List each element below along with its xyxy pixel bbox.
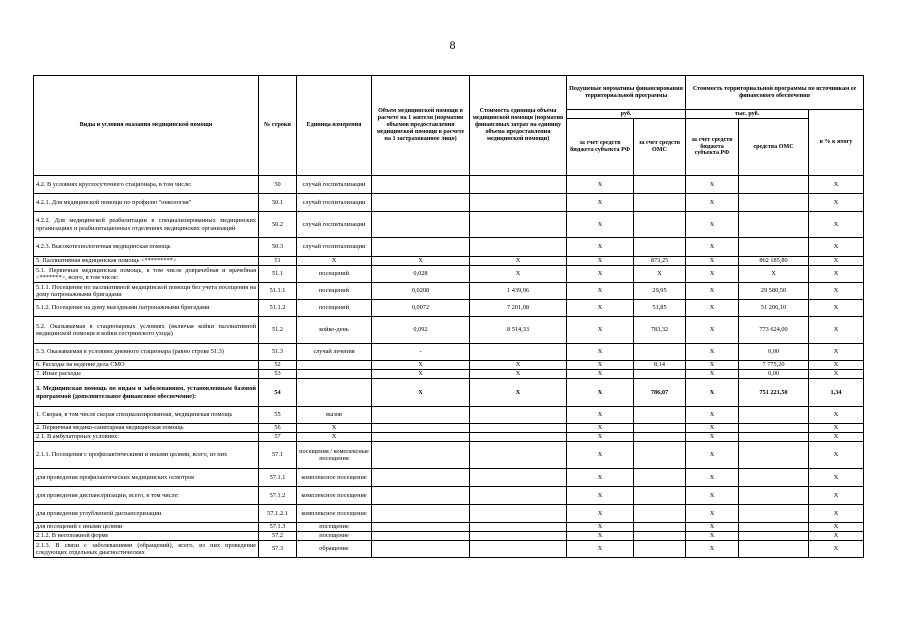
row-unit (297, 370, 372, 379)
row-name: 5.1.1. Посещение по паллиативной медицинской помощи без учета посещения на дому патронажными бригадами (34, 283, 259, 300)
row-name: для проведения профилактических медицинских осмотров (34, 469, 259, 487)
row-per-capita-oms: 786,07 (634, 379, 686, 407)
row-volume (372, 238, 470, 257)
row-unit-cost: 8 514,33 (470, 317, 567, 344)
row-unit-cost: X (470, 361, 567, 370)
row-name: 4.2.2. Для медицинской реабилитации в специализированных медицинских организациях и реабилитационных отделениях медицинских организаций (34, 212, 259, 238)
row-name: 5. Паллиативная медицинская помощь <*********> (34, 257, 259, 266)
table-row (34, 505, 864, 523)
header-per-capita-unit: руб. (567, 110, 686, 119)
row-number: 57.3 (259, 541, 297, 558)
table-row (34, 370, 864, 379)
row-per-capita-oms: X (634, 266, 686, 283)
row-program-oms (739, 407, 809, 424)
table-row (34, 541, 864, 558)
row-unit (297, 361, 372, 370)
row-percent: X (809, 523, 864, 532)
row-number: 57.1 (259, 442, 297, 469)
row-unit: случай госпитализации (297, 238, 372, 257)
row-name: 6. Расходы на ведение дела СМО (34, 361, 259, 370)
row-volume (372, 523, 470, 532)
row-unit: посещение (297, 523, 372, 532)
row-volume (372, 424, 470, 433)
row-number: 51.1.1 (259, 283, 297, 300)
row-per-capita-budget: X (567, 379, 634, 407)
row-per-capita-budget: X (567, 238, 634, 257)
header-per-capita-budget: за счет средств бюджета субъекта РФ (567, 119, 634, 176)
header-service-type: Виды и условия оказания медицинской помощи (34, 76, 259, 176)
table-row (34, 532, 864, 541)
table-row (34, 212, 864, 238)
row-volume: 0,0208 (372, 283, 470, 300)
row-program-budget: X (686, 361, 739, 370)
row-percent: X (809, 212, 864, 238)
header-per-capita-oms: за счет средств ОМС (634, 119, 686, 176)
row-volume (372, 487, 470, 505)
row-program-budget: X (686, 469, 739, 487)
row-program-oms (739, 487, 809, 505)
row-number: 50.1 (259, 194, 297, 212)
row-per-capita-budget: X (567, 541, 634, 558)
row-per-capita-oms (634, 505, 686, 523)
row-unit-cost: 1 439,96 (470, 283, 567, 300)
row-per-capita-budget: X (567, 176, 634, 194)
row-number: 57.1.2.1 (259, 505, 297, 523)
row-unit: комплексное посещение (297, 505, 372, 523)
row-unit-cost (470, 487, 567, 505)
table-row (34, 424, 864, 433)
row-program-oms (739, 212, 809, 238)
header-program-cost-group: Стоимость территориальной программы по источникам ее финансового обеспечения (686, 76, 864, 110)
row-percent: X (809, 505, 864, 523)
row-name: 5.1. Первичная медицинская помощь, в том числе доврачебная и врачебная <*******>, всего, в том числе: (34, 266, 259, 283)
table-row (34, 433, 864, 442)
row-unit-cost (470, 194, 567, 212)
row-volume (372, 433, 470, 442)
row-per-capita-budget: X (567, 344, 634, 361)
row-per-capita-budget: X (567, 505, 634, 523)
row-percent: X (809, 238, 864, 257)
row-volume: 0,028 (372, 266, 470, 283)
row-per-capita-oms (634, 176, 686, 194)
row-unit: случай лечения (297, 344, 372, 361)
row-program-budget: X (686, 317, 739, 344)
row-name: 2.1.2. В неотложной форме (34, 532, 259, 541)
row-volume (372, 442, 470, 469)
table-row (34, 266, 864, 283)
row-unit-cost (470, 212, 567, 238)
row-program-oms (739, 424, 809, 433)
row-percent: X (809, 469, 864, 487)
row-per-capita-oms (634, 370, 686, 379)
table-row (34, 344, 864, 361)
row-name: 3. Медицинская помощь по видам и заболеваниям, установленным базовой программой (дополнительное финансовое обеспечение): (34, 379, 259, 407)
financing-table (33, 75, 864, 558)
row-per-capita-oms (634, 433, 686, 442)
row-volume: 0,0072 (372, 300, 470, 317)
row-percent: X (809, 317, 864, 344)
row-program-budget: X (686, 238, 739, 257)
row-program-oms (739, 505, 809, 523)
row-per-capita-budget: X (567, 442, 634, 469)
row-per-capita-oms (634, 487, 686, 505)
row-unit-cost (470, 424, 567, 433)
row-unit-cost (470, 433, 567, 442)
row-unit: посещение (297, 532, 372, 541)
row-volume: X (372, 257, 470, 266)
row-number: 56 (259, 424, 297, 433)
table-row (34, 361, 864, 370)
row-unit: обращение (297, 541, 372, 558)
row-unit: комплексное посещение (297, 487, 372, 505)
row-program-budget: X (686, 266, 739, 283)
row-unit: вызов (297, 407, 372, 424)
row-volume (372, 194, 470, 212)
row-per-capita-budget: X (567, 300, 634, 317)
row-name: 1. Скорая, в том числе скорая специализированная, медицинская помощь (34, 407, 259, 424)
row-unit: случай госпитализации (297, 212, 372, 238)
row-name: для посещений с иными целями (34, 523, 259, 532)
table-row (34, 442, 864, 469)
row-unit-cost (470, 344, 567, 361)
row-number: 57.1.1 (259, 469, 297, 487)
row-percent: X (809, 257, 864, 266)
row-volume: X (372, 370, 470, 379)
row-per-capita-budget: X (567, 433, 634, 442)
row-per-capita-oms (634, 238, 686, 257)
row-program-oms: 29 580,50 (739, 283, 809, 300)
table-row (34, 300, 864, 317)
row-percent: X (809, 407, 864, 424)
row-per-capita-oms: 51,85 (634, 300, 686, 317)
table-row (34, 257, 864, 266)
row-program-budget: X (686, 532, 739, 541)
row-number: 51.1.2 (259, 300, 297, 317)
row-unit-cost (470, 505, 567, 523)
row-per-capita-budget: X (567, 283, 634, 300)
row-unit-cost (470, 407, 567, 424)
row-volume: X (372, 379, 470, 407)
row-number: 57.1.2 (259, 487, 297, 505)
row-per-capita-oms (634, 469, 686, 487)
row-unit-cost (470, 523, 567, 532)
row-program-budget: X (686, 283, 739, 300)
header-percent-total: в % к итогу (809, 110, 864, 176)
row-volume: X (372, 361, 470, 370)
row-per-capita-budget: X (567, 469, 634, 487)
row-unit: посещения / комплексные посещения (297, 442, 372, 469)
header-program-oms: средства ОМС (739, 119, 809, 176)
row-number: 50 (259, 176, 297, 194)
header-unit: Единица измерения (297, 76, 372, 176)
row-unit-cost (470, 238, 567, 257)
row-per-capita-oms (634, 344, 686, 361)
row-program-oms (739, 194, 809, 212)
table-row (34, 407, 864, 424)
row-name: 2.1.3. В связи с заболеваниями (обращений), всего, из них проведение следующих отдельных диагностических (34, 541, 259, 558)
table-row (34, 283, 864, 300)
row-name: 5.1.2. Посещение на дому выездными патронажными бригадами (34, 300, 259, 317)
row-percent: X (809, 487, 864, 505)
row-per-capita-budget: X (567, 257, 634, 266)
row-program-budget: X (686, 194, 739, 212)
row-unit-cost (470, 176, 567, 194)
row-volume (372, 541, 470, 558)
row-per-capita-budget: X (567, 523, 634, 532)
row-program-budget: X (686, 176, 739, 194)
row-per-capita-oms: 873,25 (634, 257, 686, 266)
row-name: 2. Первичная медико-санитарная медицинская помощь (34, 424, 259, 433)
row-number: 50.2 (259, 212, 297, 238)
row-per-capita-budget: X (567, 532, 634, 541)
row-percent: X (809, 541, 864, 558)
header-program-cost-unit: тыс. руб. (686, 110, 809, 119)
row-volume: - (372, 344, 470, 361)
row-volume (372, 532, 470, 541)
header-program-budget: за счет средств бюджета субъекта РФ (686, 119, 739, 176)
row-per-capita-budget: X (567, 194, 634, 212)
row-unit: X (297, 424, 372, 433)
row-program-oms (739, 523, 809, 532)
row-program-oms: 773 624,00 (739, 317, 809, 344)
page-number: 8 (449, 38, 456, 52)
row-percent: X (809, 532, 864, 541)
table-row (34, 238, 864, 257)
row-name: 7. Иные расходы (34, 370, 259, 379)
row-program-oms (739, 238, 809, 257)
row-per-capita-oms (634, 407, 686, 424)
row-per-capita-oms (634, 212, 686, 238)
row-number: 54 (259, 379, 297, 407)
row-program-oms: 0,00 (739, 344, 809, 361)
row-name: 5.2. Оказываемая в стационарных условиях (включая койки паллиативной медицинской помощи и койки сестринского ухода) (34, 317, 259, 344)
row-percent: X (809, 194, 864, 212)
header-row-number: № строки (259, 76, 297, 176)
row-name: 4.2. В условиях круглосуточного стационара, в том числе: (34, 176, 259, 194)
row-per-capita-budget: X (567, 317, 634, 344)
row-program-budget: X (686, 442, 739, 469)
header-per-capita-group: Подушевые нормативы финансирования территориальной программы (567, 76, 686, 110)
table-row (34, 523, 864, 532)
row-percent: X (809, 361, 864, 370)
row-program-oms (739, 541, 809, 558)
row-program-oms (739, 433, 809, 442)
row-percent: X (809, 176, 864, 194)
row-percent: X (809, 266, 864, 283)
row-program-oms: 7 775,20 (739, 361, 809, 370)
row-program-budget: X (686, 523, 739, 532)
row-name: 2.1. В амбулаторных условиях: (34, 433, 259, 442)
row-number: 57 (259, 433, 297, 442)
row-program-budget: X (686, 300, 739, 317)
row-per-capita-oms (634, 424, 686, 433)
row-percent: X (809, 424, 864, 433)
row-volume (372, 407, 470, 424)
row-unit: комплексное посещение (297, 469, 372, 487)
row-per-capita-budget: X (567, 370, 634, 379)
row-unit: посещений (297, 283, 372, 300)
row-number: 52 (259, 361, 297, 370)
row-per-capita-budget: X (567, 361, 634, 370)
row-number: 55 (259, 407, 297, 424)
row-unit: X (297, 433, 372, 442)
row-per-capita-oms: 8,14 (634, 361, 686, 370)
table-body (34, 176, 864, 558)
row-program-budget: X (686, 212, 739, 238)
row-percent: X (809, 370, 864, 379)
row-unit-cost (470, 541, 567, 558)
row-volume (372, 505, 470, 523)
row-program-oms (739, 176, 809, 194)
row-unit: случай госпитализации (297, 176, 372, 194)
row-number: 51.2 (259, 317, 297, 344)
row-per-capita-oms (634, 442, 686, 469)
row-unit: посещений (297, 300, 372, 317)
row-unit: койко-день (297, 317, 372, 344)
row-name: 5.3. Оказываемая в условиях дневного стационара (равно строке 51.3) (34, 344, 259, 361)
row-percent: X (809, 442, 864, 469)
row-number: 51.3 (259, 344, 297, 361)
row-per-capita-oms (634, 541, 686, 558)
row-number: 51 (259, 257, 297, 266)
row-program-budget: X (686, 424, 739, 433)
row-program-budget: X (686, 433, 739, 442)
row-program-oms: X (739, 266, 809, 283)
row-per-capita-oms (634, 194, 686, 212)
table-row (34, 317, 864, 344)
row-program-budget: X (686, 344, 739, 361)
row-name: для проведения углубленной диспансеризации (34, 505, 259, 523)
row-per-capita-budget: X (567, 212, 634, 238)
row-name: для проведения диспансеризации, всего, в том числе: (34, 487, 259, 505)
row-program-budget: X (686, 407, 739, 424)
row-program-oms: 862 185,80 (739, 257, 809, 266)
row-percent: X (809, 344, 864, 361)
row-per-capita-oms: 29,95 (634, 283, 686, 300)
row-program-oms: 51 206,10 (739, 300, 809, 317)
row-unit-cost: X (470, 257, 567, 266)
row-name: 4.2.1. Для медицинской помощи по профилю "онкология" (34, 194, 259, 212)
row-unit-cost (470, 532, 567, 541)
row-program-oms (739, 442, 809, 469)
row-per-capita-budget: X (567, 487, 634, 505)
row-unit-cost (470, 469, 567, 487)
row-number: 57.2 (259, 532, 297, 541)
row-per-capita-budget: X (567, 266, 634, 283)
row-program-oms: 751 221,50 (739, 379, 809, 407)
table-row (34, 194, 864, 212)
row-unit (297, 379, 372, 407)
row-unit-cost (470, 442, 567, 469)
row-name: 2.1.1. Посещения с профилактическими и иными целями, всего, из них (34, 442, 259, 469)
row-program-budget: X (686, 541, 739, 558)
row-program-budget: X (686, 487, 739, 505)
row-percent: X (809, 300, 864, 317)
row-per-capita-budget: X (567, 407, 634, 424)
row-program-budget: X (686, 370, 739, 379)
row-volume (372, 469, 470, 487)
row-number: 51.1 (259, 266, 297, 283)
table-row (34, 379, 864, 407)
row-unit: X (297, 257, 372, 266)
table-row (34, 469, 864, 487)
row-unit: случай госпитализации (297, 194, 372, 212)
table-row (34, 176, 864, 194)
row-program-oms (739, 532, 809, 541)
row-unit-cost: X (470, 370, 567, 379)
row-program-oms: 0,00 (739, 370, 809, 379)
row-percent: X (809, 433, 864, 442)
row-program-budget: X (686, 379, 739, 407)
table-row (34, 487, 864, 505)
row-volume (372, 212, 470, 238)
row-percent: 1,34 (809, 379, 864, 407)
row-name: 4.2.3. Высокотехнологичная медицинская помощь (34, 238, 259, 257)
row-volume (372, 176, 470, 194)
row-per-capita-oms (634, 523, 686, 532)
row-volume: 0,092 (372, 317, 470, 344)
row-per-capita-budget: X (567, 424, 634, 433)
row-number: 57.1.3 (259, 523, 297, 532)
row-percent: X (809, 283, 864, 300)
row-program-budget: X (686, 505, 739, 523)
row-per-capita-oms (634, 532, 686, 541)
header-volume: Объем медицинской помощи в расчете на 1 жителя (норматив объемов предоставления медицинской помощи в расчете на 1 застрахованное лицо) (372, 76, 470, 176)
row-program-budget: X (686, 257, 739, 266)
row-per-capita-oms: 783,32 (634, 317, 686, 344)
header-unit-cost: Стоимость единицы объема медицинской помощи (норматив финансовых затрат на единицу объема предоставления медицинской помощи) (470, 76, 567, 176)
row-unit: посещений (297, 266, 372, 283)
row-unit-cost: X (470, 379, 567, 407)
row-number: 53 (259, 370, 297, 379)
row-unit-cost: X (470, 266, 567, 283)
row-program-oms (739, 469, 809, 487)
row-unit-cost: 7 201,08 (470, 300, 567, 317)
row-number: 50.3 (259, 238, 297, 257)
